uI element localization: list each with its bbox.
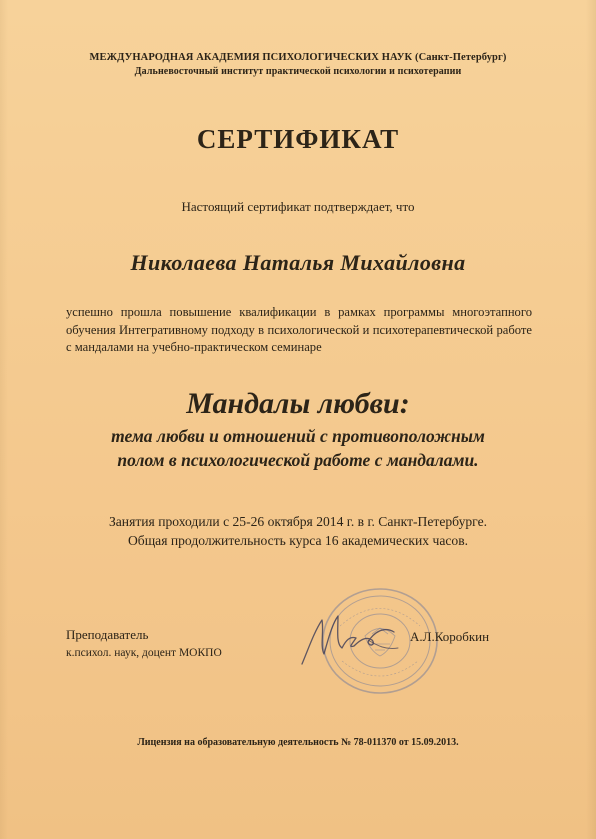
course-duration: Общая продолжительность курса 16 академических часов.: [127, 533, 469, 548]
session-dates: Занятия проходили с 25-26 октября 2014 г. в г. Санкт-Петербурге.: [108, 514, 488, 529]
organization-name: МЕЖДУНАРОДНАЯ АКАДЕМИЯ ПСИХОЛОГИЧЕСКИХ НАУК (Санкт-Петербург): [89, 52, 507, 63]
program-subtitle-line-2: полом в психологической работе с мандалами.: [117, 450, 479, 470]
institute-name: Дальневосточный институт практической психологии и психотерапии: [134, 66, 462, 77]
qualification-description: успешно прошла повышение квалификации в рамках программы многоэтапного обучения Интегративному подходу в психологической и психотерапевтической работе с мандалами на учебно-практическом семинаре: [66, 305, 532, 354]
license-info: Лицензия на образовательную деятельность № 78-011370 от 15.09.2013.: [137, 737, 459, 748]
teacher-role: Преподаватель: [66, 627, 149, 642]
program-title: Мандалы любви:: [186, 387, 410, 420]
confirmation-text: Настоящий сертификат подтверждает, что: [181, 199, 415, 214]
signer-name: А.Л.Коробкин: [410, 629, 490, 644]
recipient-name: Николаева Наталья Михайловна: [130, 250, 466, 275]
handwritten-signature-icon: [298, 610, 408, 670]
program-subtitle-line-1: тема любви и отношений с противоположным: [111, 426, 485, 446]
teacher-block: [66, 626, 222, 662]
program-subtitle: [80, 424, 516, 472]
session-info: [0, 512, 596, 550]
teacher-degree: к.психол. наук, доцент МОКПО: [66, 647, 222, 659]
certificate-title: СЕРТИФИКАТ: [196, 124, 400, 154]
